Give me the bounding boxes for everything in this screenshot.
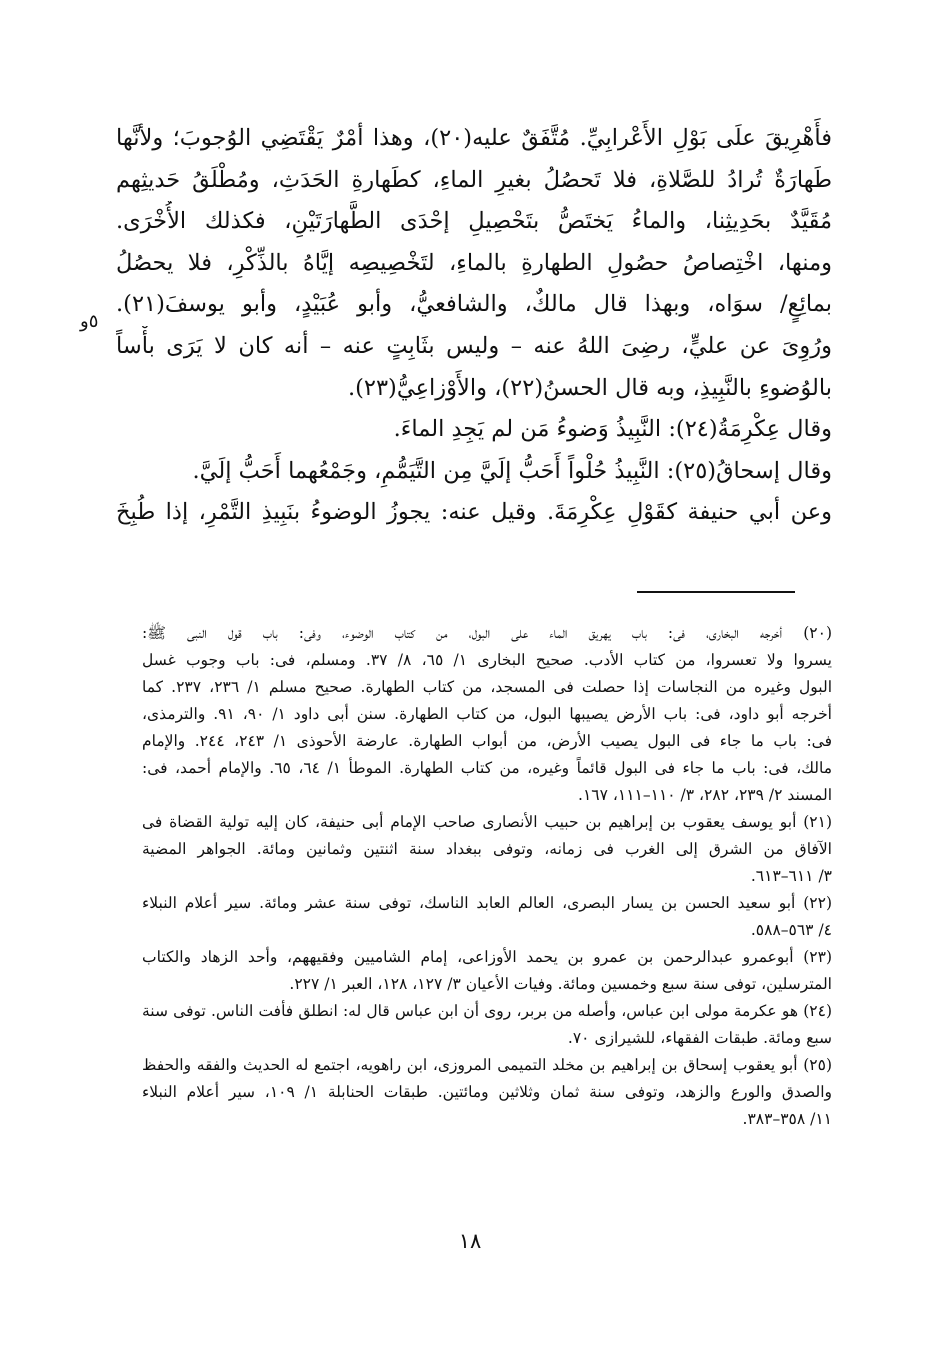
text-line: ومنها، اخْتِصاصُ حصُولِ الطهارةِ بالماءِ، لتَخْصِيصِه إيَّاهُ بالذِّكْرِ، فلا يحصُلُ — [116, 249, 832, 276]
footnote-line: (٢٢) أبو سعيد الحسن بن يسار البصرى، العالم العابد الناسك، توفى سنة عشر ومائة. سير أعلام النبلاء — [142, 894, 832, 912]
footnote-line: (٢٣) أبوعمرو عبدالرحمن بن عمرو بن يحمد الأوزاعى، إمام الشاميين وفقيههم، وأحد الزهاد والكتاب — [142, 948, 832, 966]
footnote-23 — [142, 944, 832, 998]
text-line: فأَهْرِيقَ علَى بَوْلِ الأَعْرابِيِّ. مُتَّفَقٌ عليه(٢٠)، وهذا أمْرٌ يَقْتَضِي الوُجوبَ؛ ولأنَّها — [116, 125, 832, 151]
footnote-line: ٤/ ٥٦٣–٥٨٨. — [750, 921, 832, 939]
text-line: وقال عِكْرِمَةُ(٢٤): النَّبِيذُ وَضوءُ مَن لم يَجِدِ الماءَ. — [393, 416, 832, 443]
footnote-line: مالك، فى: باب ما جاء فى البول قائماً وغيره، من كتاب الطهارة. الموطأ ١/ ٦٤، ٦٥. والإمام أحمد، فى: — [142, 759, 832, 777]
footnote-22 — [142, 890, 832, 944]
text-line: بالوُضوءِ بالنَّبِيذِ، وبه قال الحسنُ(٢٢)، والأَوْزاعِيُّ(٢٣). — [347, 374, 832, 401]
manuscript-folio-mark: ٥و — [80, 311, 99, 332]
footnote-24 — [142, 998, 832, 1052]
text-line: طَهارَةٌ تُرادُ للصَّلاةِ، فلا تَحصُلُ بغيرِ الماءِ، كطَهارةِ الحَدَثِ، ومُطْلَقُ حَديثِهم — [116, 166, 832, 193]
footnote-line: أخرجه أبو داود، فى: باب الأرض يصيبها البول، من كتاب الطهارة. سنن أبى داود ١/ ٩٠، ٩١. والترمذى، — [142, 705, 832, 723]
footnote-line: المسند ٢/ ٢٣٩، ٢٨٢، ٣/ ١١٠–١١١، ١٦٧. — [578, 786, 832, 804]
footnote-separator — [637, 591, 795, 593]
footnote-line: والصدق والورع والزهد، وتوفى سنة ثمان وثلاثين ومائتين. طبقات الحنابلة ١/ ١٠٩، سير أعلام النبلاء — [142, 1083, 832, 1101]
text-line: بمائِعٍ/ سوَاه، وبهذا قال مالكٌ، والشافعيُّ، وأبو عُبَيْدٍ، وأبو يوسفَ(٢١). — [116, 291, 832, 318]
footnote-line: الآفاق من الشرق إلى الغرب فى زمانه، وتوفى ببغداد سنة اثنتين وثمانين ومائة. الجواهر المضية — [142, 840, 832, 858]
footnote-line: (٢٤) هو عكرمة مولى ابن عباس، وأصله من بربر، روى أن ابن عباس قال له: انطلق فأفت الناس. توفى سنة — [142, 1002, 832, 1020]
footnote-25 — [142, 1052, 832, 1133]
page-number: ١٨ — [458, 1229, 482, 1253]
footnote-21 — [142, 809, 832, 890]
footnote-line: يسروا ولا تعسروا، من كتاب الأدب. صحيح البخارى ١/ ٦٥، ٨/ ٣٧. ومسلم، فى: باب وجوب غسل — [142, 651, 832, 669]
footnote-20 — [142, 620, 832, 809]
footnote-line: (٢١) أبو يوسف يعقوب بن إبراهيم بن حبيب الأنصارى صاحب الإمام أبى حنيفة، كان إليه تولية القضاة فى — [142, 813, 832, 831]
text-line: وعن أبي حنيفة كقَوْلِ عِكْرِمَةَ. وقيل عنه: يجوزُ الوضوءُ بنَبِيذِ التَّمْرِ، إذا طُبِخَ — [116, 499, 832, 526]
main-text — [116, 118, 832, 534]
footnote-line: المترسلين، توفى سنة سبع وخمسين ومائة. وفيات الأعيان ٣/ ١٢٧، ١٢٨، العبر ١/ ٢٢٧. — [289, 975, 832, 993]
text-line: وقال إسحاقُ(٢٥): النَّبِيذُ حُلْواً أَحَبُّ إلَيَّ مِن التَّيَمُّمِ، وجَمْعُهما أَحَبُّ إلَيَّ. — [192, 457, 832, 484]
footnote-line: ١١/ ٣٥٨–٣٨٣. — [742, 1110, 832, 1128]
footnote-line: فى: باب ما جاء فى البول يصيب الأرض، من أبواب الطهارة. عارضة الأحوذى ١/ ٢٤٣، ٢٤٤. والإمام — [142, 732, 832, 750]
footnote-line: (٢٠) أخرجه البخارى، فى: باب يهريق الماء على البول، من كتاب الوضوء، وفى: باب قول النبى ﷺ: — [142, 624, 832, 642]
footnote-line: (٢٥) أبو يعقوب إسحاق بن إبراهيم بن مخلد التميمى المروزى، ابن راهويه، اجتمع له الحديث والفقه والحفظ — [142, 1056, 832, 1074]
footnote-line: البول وغيره من النجاسات إذا حصلت فى المسجد، من كتاب الطهارة. صحيح مسلم ١/ ٢٣٦، ٢٣٧. كما — [142, 678, 832, 696]
footnote-line: سبع ومائة. طبقات الفقهاء، للشيرازى ٧٠. — [567, 1029, 832, 1047]
text-line: ورُوِىَ عن عليٍّ، رضِىَ اللهُ عنه – وليس بثَابِتٍ عنه – أنه كان لا يَرَى بأْساً — [116, 332, 832, 359]
text-line: مُقَيَّدٌ بحَدِيثِنا، والماءُ يَختَصُّ بتَحْصِيلِ إحْدَى الطَّهارَتَيْنِ، فكذلك الأُخْرَى. — [116, 208, 832, 235]
footnote-line: ٣/ ٦١١–٦١٣. — [750, 867, 832, 885]
footnotes — [142, 620, 832, 1133]
